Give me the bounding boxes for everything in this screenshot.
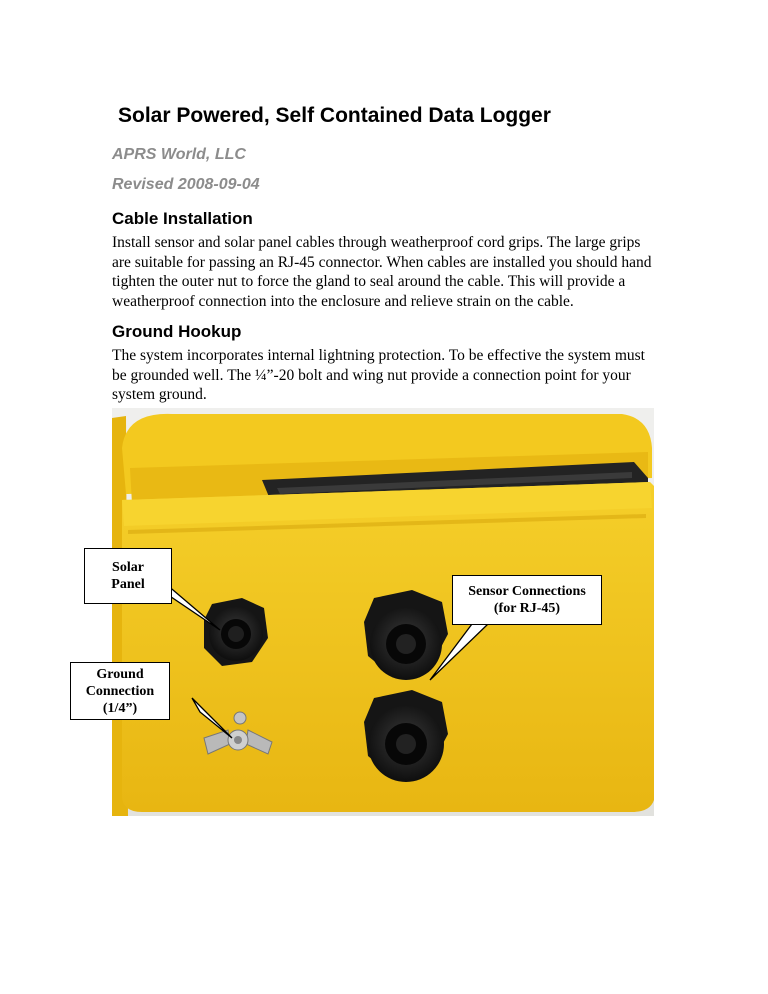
section-heading-cable-installation: Cable Installation (112, 209, 253, 228)
document-title: Solar Powered, Self Contained Data Logger (118, 104, 551, 127)
callout-solar-panel (84, 548, 172, 604)
callout-sensor-line1: Sensor Connections (468, 584, 586, 599)
callout-ground-line1: Ground (96, 666, 144, 682)
section-body-cable-installation: Install sensor and solar panel cables through weatherproof cord grips. The large grips are suitable for passing an RJ-45 connector. When cables are installed you should hand tighten the outer nut to force the gland to seal around the cable. This will provide a weatherproof connection into the enclosure and relieve strain on the cable. (112, 234, 652, 310)
section-body-ground-hookup: The system incorporates internal lightning protection. To be effective the system must be grounded well. The ¼”-20 bolt and wing nut provide a connection point for your system ground. (112, 347, 645, 403)
company-name: APRS World, LLC (112, 146, 246, 163)
callout-sensor-connections (452, 575, 602, 625)
section-heading-ground-hookup: Ground Hookup (112, 322, 242, 341)
callout-solar-line1: Solar (112, 560, 144, 575)
callout-sensor-line2: (for RJ-45) (493, 601, 561, 616)
callout-ground-connection (70, 662, 170, 720)
revision-date: Revised 2008-09-04 (112, 176, 260, 193)
callout-ground-line2: Connection (85, 683, 155, 699)
callout-solar-line2: Panel (111, 577, 145, 592)
callout-ground-line3: (1/4”) (102, 700, 138, 716)
